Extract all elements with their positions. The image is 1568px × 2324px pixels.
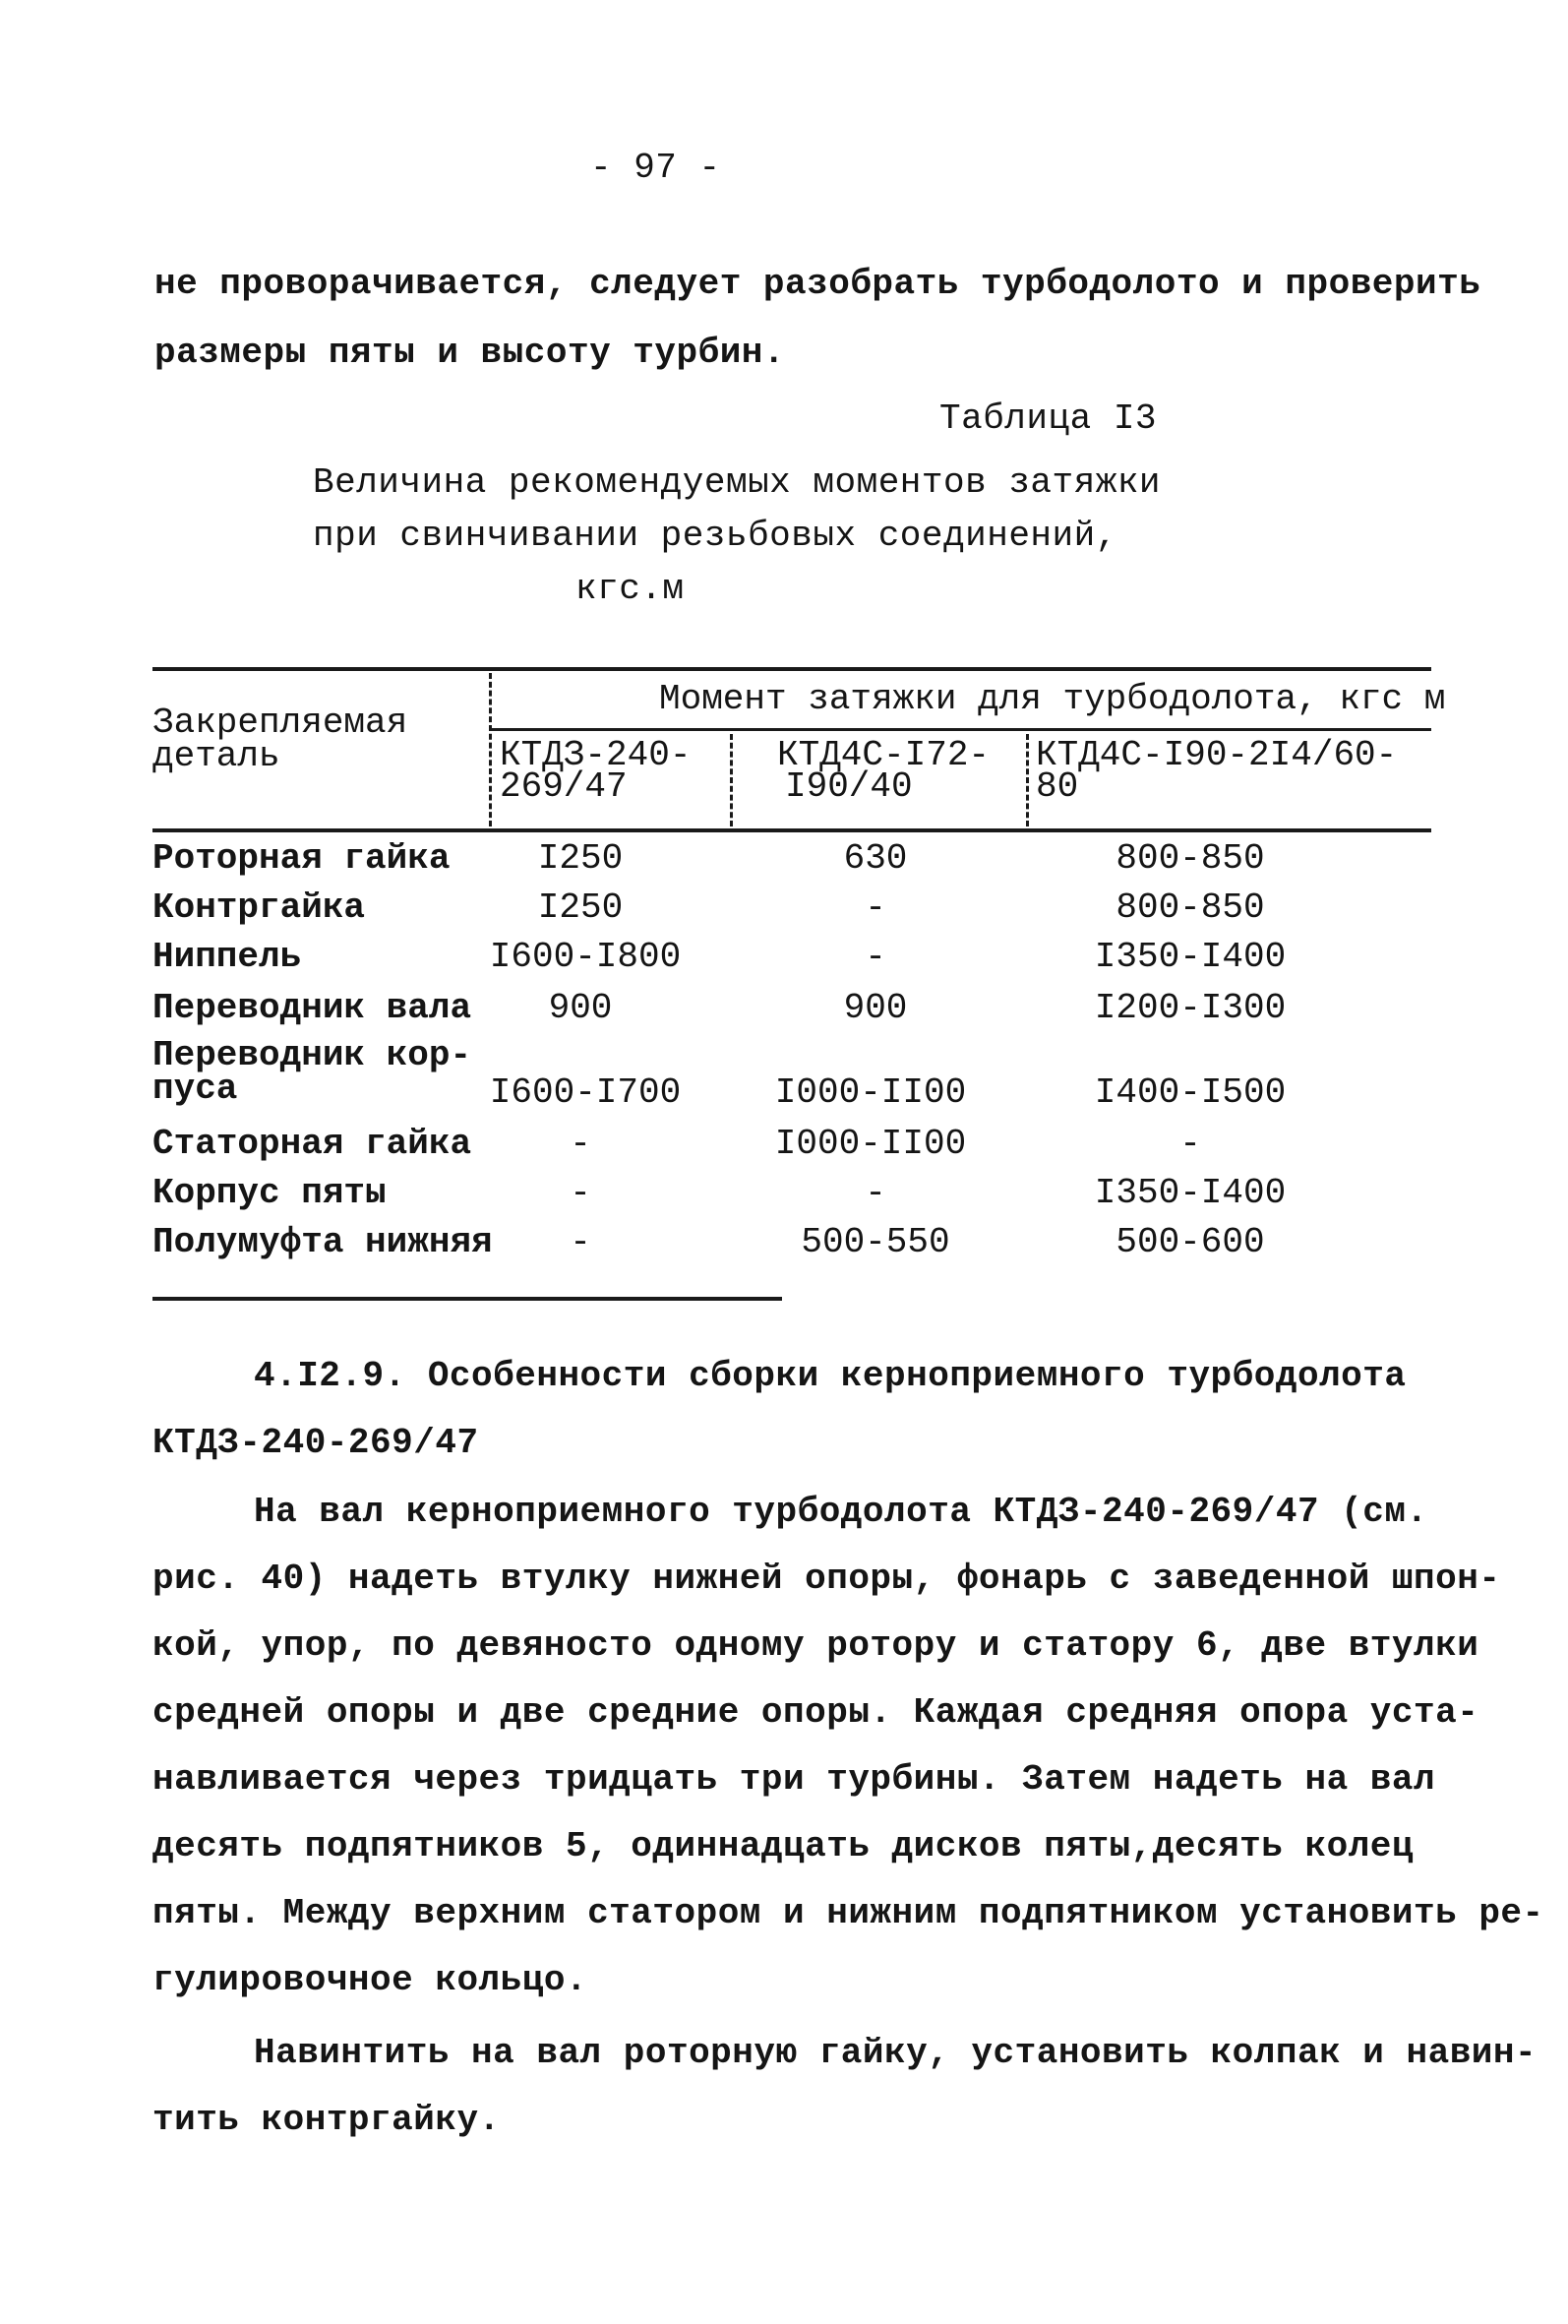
table-cell: - <box>865 887 886 928</box>
table-row-part: Статорная гайка <box>152 1124 472 1164</box>
table-cell: 900 <box>843 988 908 1028</box>
table-cell: - <box>865 937 886 977</box>
table-caption-units: кгс.м <box>575 569 685 609</box>
table-cell: I350-I400 <box>1094 937 1287 977</box>
section-heading-line-2: КТДЗ-240-269/47 <box>152 1423 479 1463</box>
intro-line-2: размеры пяты и высоту турбин. <box>154 333 786 373</box>
table-cell: I250 <box>537 838 624 879</box>
header-col-3 <box>1036 735 1398 807</box>
header-col-1 <box>500 735 692 807</box>
table-cell: I200-I300 <box>1094 988 1287 1028</box>
header-col-2-line-2: I90/40 <box>785 766 913 807</box>
paragraph-line: средней опоры и две средние опоры. Каждая средняя опора уста- <box>152 1692 1479 1733</box>
table-cell: - <box>1179 1124 1201 1164</box>
paragraph-line: десять подпятников 5, одиннадцать дисков пяты,десять колец <box>152 1826 1415 1866</box>
table-row-part: Полумуфта нижняя <box>152 1222 493 1262</box>
table-cell: 900 <box>548 988 613 1028</box>
table-row-part-line-1: Переводник кор- <box>152 1035 472 1075</box>
table-bottom-rule <box>152 1297 782 1301</box>
table-cell: 500-550 <box>801 1222 950 1262</box>
header-col-3-line-2: 80 <box>1036 766 1079 807</box>
header-col-1-line-2: 269/47 <box>500 766 628 807</box>
table-divider-2 <box>730 734 733 826</box>
table-cell: - <box>865 1173 886 1213</box>
table-caption-line-1: Величина рекомендуемых моментов затяжки <box>313 462 1162 503</box>
table-row-part: Переводник вала <box>152 988 472 1028</box>
table-cell: I250 <box>537 887 624 928</box>
paragraph-line: кой, упор, по девяносто одному ротору и статору 6, две втулки <box>152 1625 1479 1666</box>
table-divider-1 <box>489 673 492 826</box>
header-col-2-line-1: КТД4С-I72- <box>777 735 991 775</box>
table-cell: I600-I800 <box>489 937 682 977</box>
table-caption-line-2: при свинчивании резьбовых соединений, <box>313 516 1117 556</box>
table-header-rule <box>152 828 1431 832</box>
table-cell: 500-600 <box>1116 1222 1265 1262</box>
paragraph-line: На вал керноприемного турбодолота КТДЗ-240-269/47 (см. <box>254 1492 1428 1532</box>
table-group-rule <box>492 728 1431 731</box>
paragraph-line: гулировочное кольцо. <box>152 1960 588 2000</box>
table-cell: - <box>570 1124 591 1164</box>
table-divider-3 <box>1026 734 1029 826</box>
section-heading-line-1: 4.I2.9. Особенности сборки керноприемного турбодолота <box>254 1356 1407 1396</box>
table-cell: 630 <box>843 838 908 879</box>
header-part-line-2: деталь <box>152 736 280 776</box>
header-col-2 <box>777 735 991 807</box>
paragraph-line: рис. 40) надеть втулку нижней опоры, фонарь с заведенной шпон- <box>152 1559 1501 1599</box>
table-cell: I350-I400 <box>1094 1173 1287 1213</box>
table-row-part: Роторная гайка <box>152 838 451 879</box>
paragraph-line: пяты. Между верхним статором и нижним подпятником установить ре- <box>152 1893 1544 1933</box>
page-number: - 97 - <box>590 148 721 188</box>
table-cell: 800-850 <box>1116 887 1265 928</box>
table-cell: - <box>570 1173 591 1213</box>
header-part-line-1: Закрепляемая <box>152 703 408 743</box>
table-cell: I400-I500 <box>1094 1072 1287 1113</box>
table-row-part: Контргайка <box>152 887 366 928</box>
paragraph-line: навливается через тридцать три турбины. Затем надеть на вал <box>152 1759 1436 1800</box>
table-cell: I600-I700 <box>489 1072 682 1113</box>
paragraph-line: Навинтить на вал роторную гайку, установить колпак и навин- <box>254 2033 1538 2073</box>
header-col-3-line-1: КТД4С-I90-2I4/60- <box>1036 735 1398 775</box>
table-row-part <box>152 1035 472 1109</box>
header-group: Момент затяжки для турбодолота, кгс м <box>659 679 1446 719</box>
header-col-1-line-1: КТДЗ-240- <box>500 735 692 775</box>
table-cell: - <box>570 1222 591 1262</box>
table-cell: 800-850 <box>1116 838 1265 879</box>
table-cell: I000-II00 <box>774 1072 967 1113</box>
intro-line-1: не проворачивается, следует разобрать турбодолото и проверить <box>154 264 1481 304</box>
paragraph-line: тить контргайку. <box>152 2100 501 2140</box>
table-row-part: Ниппель <box>152 937 302 977</box>
table-row-part-line-2: пуса <box>152 1069 238 1109</box>
header-part <box>152 703 408 776</box>
table-top-rule <box>152 667 1431 671</box>
table-label: Таблица I3 <box>939 398 1158 439</box>
table-cell: I000-II00 <box>774 1124 967 1164</box>
table-row-part: Корпус пяты <box>152 1173 387 1213</box>
